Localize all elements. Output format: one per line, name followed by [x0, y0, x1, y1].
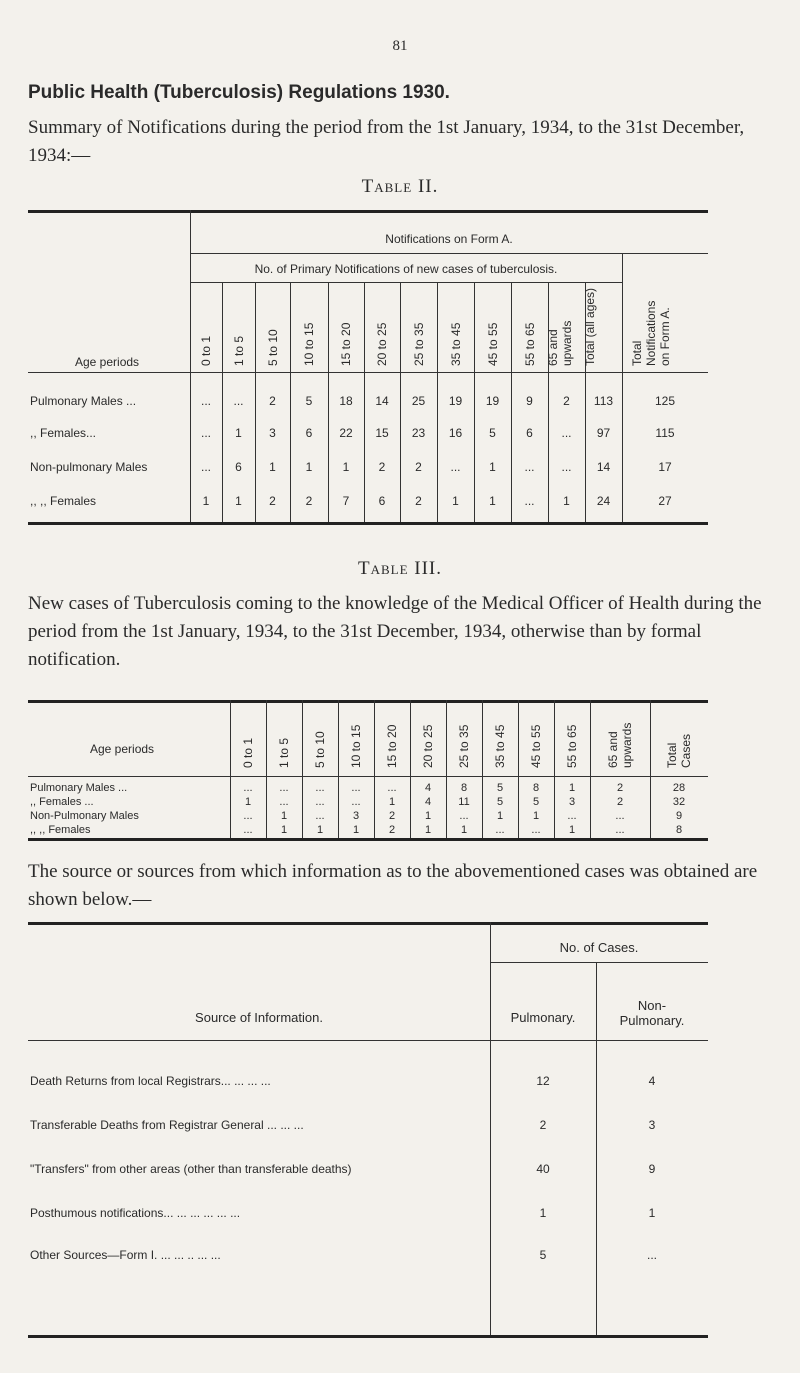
table2-cell: 1 [489, 460, 496, 474]
table3-cell: ... [243, 824, 253, 836]
table2-cell: 9 [526, 394, 533, 408]
table3-header-rule [28, 776, 708, 777]
source-row-label: Transferable Deaths from Registrar General ... ... ... [30, 1118, 304, 1132]
table3-intro: New cases of Tuberculosis coming to the knowledge of the Medical Officer of Health during the period from the 1st January, 1934, to the 31st December, 1934, otherwise than by formal notification. [28, 593, 762, 670]
table2-cell: ... [200, 394, 211, 408]
table2-cell: 1 [202, 494, 210, 508]
table2-cell: 16 [448, 426, 463, 440]
table2-col-header: 25 to 35 [411, 322, 426, 366]
table3-cell: 3 [352, 810, 360, 822]
table2-cell: 25 [411, 394, 426, 408]
table2-col-header: Total Notifications on Form A. [630, 300, 672, 366]
table3-cell: 1 [280, 824, 288, 836]
source-intro: The source or sources from which information as to the abovementioned cases was obtained are shown below.— [28, 861, 758, 910]
table3-cell: 1 [424, 824, 432, 836]
table3-cell: 5 [532, 796, 540, 808]
table3-row-label: ,, ,, Females [30, 824, 91, 836]
table2-cell: 1 [235, 494, 242, 508]
table3-cell: ... [315, 796, 325, 808]
table3-cell: 1 [424, 810, 432, 822]
table3-col-header: 55 to 65 [565, 724, 579, 768]
table3-col-header: 65 and upwards [606, 722, 634, 768]
table2-cell: 24 [596, 494, 611, 508]
table2-cell: ... [524, 460, 535, 474]
table2-cell: ... [561, 460, 572, 474]
table3-col-header: 10 to 15 [349, 724, 363, 768]
table3-row-label: Pulmonary Males ... [30, 782, 128, 794]
table3-row-label: ,, Females ... [30, 796, 94, 808]
table2-col-header: Total (all ages) [582, 287, 597, 366]
table3-cell: 11 [458, 796, 470, 808]
col-non-pulmonary: Non-Pulmonary. [619, 998, 685, 1028]
table3-cell: 2 [388, 824, 396, 836]
table3-cell: 1 [244, 796, 252, 808]
table2-cell: ... [200, 460, 211, 474]
source-pulmonary-cell: 40 [536, 1162, 550, 1176]
table3-cell: ... [243, 782, 253, 794]
table2-caption: Table II. [361, 176, 439, 197]
table3-cell: ... [243, 810, 253, 822]
table3-cell: 1 [388, 796, 396, 808]
cases-header: No. of Cases. [559, 940, 639, 955]
table3-bottom-rule [28, 838, 708, 841]
table2-cell: 2 [563, 394, 570, 408]
table2-cell: 1 [452, 494, 459, 508]
table3-cell: 2 [616, 782, 624, 794]
table2-cell: 5 [305, 394, 313, 408]
table3-cell: 5 [496, 796, 504, 808]
table3-top-rule [28, 700, 708, 703]
table2-cell: ... [561, 426, 572, 440]
table2-cell: 19 [448, 394, 463, 408]
table2-col-header: 15 to 20 [339, 322, 353, 366]
table2-group-header: Notifications on Form A. [385, 232, 513, 246]
source-header-rule [28, 1040, 708, 1041]
table3-caption: Table III. [357, 558, 443, 579]
table3-cell: 1 [316, 824, 324, 836]
source-pulmonary-cell: 2 [539, 1118, 547, 1132]
table2-cell: 19 [485, 394, 500, 408]
table3-cell: 1 [568, 782, 576, 794]
table3-cell: 2 [616, 796, 624, 808]
table3-cell: ... [279, 796, 289, 808]
table3-cell: 1 [532, 810, 540, 822]
table2-cell: 113 [593, 394, 614, 408]
source-header: Source of Information. [195, 1010, 323, 1025]
table2-cell: 2 [415, 494, 422, 508]
table3-cell: 4 [424, 796, 432, 808]
source-non-pulmonary-cell: 4 [648, 1074, 656, 1088]
table3-cell: 9 [675, 810, 683, 822]
table3-cell: ... [387, 782, 397, 794]
table2-row-label: Pulmonary Males ... [30, 394, 137, 408]
table2-cell: 17 [658, 460, 672, 474]
table2-cell: 2 [269, 494, 276, 508]
table3-cell: 8 [460, 782, 468, 794]
table2-cell: 14 [596, 460, 611, 474]
table2-cell: 115 [655, 426, 675, 440]
table2-cell: 3 [269, 426, 276, 440]
table3-cell: ... [279, 782, 289, 794]
table2-cell: 2 [269, 394, 276, 408]
table2-cell: ... [233, 394, 244, 408]
table2-top-rule [28, 210, 708, 213]
page-number: 81 [392, 38, 408, 54]
table2-cell: ... [450, 460, 461, 474]
source-pulmonary-cell: 1 [539, 1206, 547, 1220]
table2-group-rule [190, 253, 708, 254]
table3-cell: ... [531, 824, 541, 836]
table2-header-rule [28, 372, 708, 373]
cases-rule [490, 962, 708, 963]
source-non-pulmonary-cell: 1 [648, 1206, 656, 1220]
table2-row-label: ,, Females... [30, 426, 97, 440]
table3-cell: 8 [532, 782, 540, 794]
table3-cell: 3 [568, 796, 576, 808]
table3-cell: ... [315, 810, 325, 822]
source-divider-2 [596, 962, 597, 1335]
table3-cell: 1 [568, 824, 576, 836]
table2-col-header: 65 and upwards [545, 320, 574, 366]
table2-cell: 14 [375, 394, 389, 408]
table3-cell: 1 [496, 810, 504, 822]
table3-cell: ... [615, 824, 625, 836]
page-heading: Public Health (Tuberculosis) Regulations 1930. [28, 82, 450, 103]
summary-text: Summary of Notifications during the period from the 1st January, 1934, to the 31st December, 1934:— [28, 117, 745, 166]
table3-col-header: 25 to 35 [457, 724, 471, 768]
table2-cell: 7 [342, 494, 350, 508]
table3-cell: 8 [675, 824, 683, 836]
table2-cell: 2 [305, 494, 313, 508]
table3-cell: ... [615, 810, 625, 822]
source-row-label: "Transfers" from other areas (other than transferable deaths) [30, 1162, 352, 1176]
table2-cell: 97 [596, 426, 611, 440]
source-row-label: Death Returns from local Registrars... ... ... ... [30, 1074, 271, 1088]
source-row-label: Posthumous notifications... ... ... ... ... ... [30, 1206, 241, 1220]
table3-cell: 1 [352, 824, 360, 836]
table3-cell: 1 [280, 810, 288, 822]
table3-cell: ... [495, 824, 505, 836]
table2-col-header: 10 to 15 [302, 322, 316, 366]
table2-sub-header: No. of Primary Notifications of new cases of tuberculosis. [254, 262, 558, 276]
table2-cell: 5 [489, 426, 496, 440]
table2-cell: 6 [378, 494, 386, 508]
table3-cell: ... [459, 810, 469, 822]
table2-cell: 125 [654, 394, 676, 408]
table3-col-header: Total Cases [665, 733, 693, 768]
table3-cell: 4 [424, 782, 432, 794]
table2-col-header: 20 to 25 [375, 322, 389, 366]
table3-col-header: 20 to 25 [421, 724, 435, 768]
table2-row-label: Non-pulmonary Males [30, 460, 148, 474]
source-non-pulmonary-cell: 9 [648, 1162, 656, 1176]
table2-age-periods-label: Age periods [75, 355, 140, 369]
table2-cell: 15 [375, 426, 389, 440]
table2-cell: ... [200, 426, 211, 440]
table2-cell: 6 [235, 460, 242, 474]
table3-cell: ... [315, 782, 325, 794]
table2-cell: 22 [339, 426, 353, 440]
table3-cell: 28 [672, 782, 686, 794]
source-row-label: Other Sources—Form I. ... ... .. ... ... [30, 1248, 221, 1262]
source-bottom-rule [28, 1335, 708, 1338]
table2-cell: 2 [378, 460, 386, 474]
table2-col-header: 5 to 10 [265, 329, 280, 366]
source-non-pulmonary-cell: ... [646, 1248, 657, 1262]
table3-col-header: 5 to 10 [313, 731, 327, 768]
table2-cell: 2 [415, 460, 422, 474]
table3-cell: ... [351, 782, 361, 794]
table3-cell: ... [351, 796, 361, 808]
table3-col-header: 0 to 1 [241, 737, 255, 768]
table3-cell: 5 [496, 782, 504, 794]
table2-cell: ... [524, 494, 535, 508]
table2-label-divider [190, 210, 191, 522]
table3-col-header: 45 to 55 [529, 724, 543, 768]
table3-col-header: 15 to 20 [385, 724, 399, 768]
table2-cell: 1 [563, 494, 570, 508]
source-pulmonary-cell: 12 [536, 1074, 550, 1088]
table2-cell: 1 [342, 460, 350, 474]
table2-col-header: 1 to 5 [231, 335, 246, 366]
table2-row-label: ,, ,, Females [30, 494, 97, 508]
table2-cell: 6 [305, 426, 313, 440]
table2-cell: 6 [526, 426, 533, 440]
table2-bottom-rule [28, 522, 708, 525]
table3-age-periods-label: Age periods [90, 742, 155, 756]
table2-cell: 23 [411, 426, 426, 440]
table3-cell: 32 [672, 796, 686, 808]
table2-cell: 1 [269, 460, 276, 474]
table2-cell: 27 [658, 494, 672, 508]
table3-row-label: Non-Pulmonary Males [30, 810, 139, 822]
source-pulmonary-cell: 5 [539, 1248, 547, 1262]
col-pulmonary: Pulmonary. [510, 1010, 576, 1025]
table3-cell: 2 [388, 810, 396, 822]
table2-col-header: 0 to 1 [199, 335, 213, 366]
table2-col-header: 55 to 65 [522, 322, 537, 366]
table3-col-header: 1 to 5 [277, 737, 291, 768]
table2-cell: 1 [235, 426, 242, 440]
table2-cell: 1 [489, 494, 496, 508]
table2-col-header: 35 to 45 [448, 322, 463, 366]
source-non-pulmonary-cell: 3 [648, 1118, 656, 1132]
table2-cell: 18 [339, 394, 353, 408]
table2-col-header: 45 to 55 [485, 322, 500, 366]
table3-col-header: 35 to 45 [493, 724, 507, 768]
table3-cell: 1 [460, 824, 468, 836]
table2-cell: 1 [305, 460, 313, 474]
source-top-rule [28, 922, 708, 925]
table3-cell: ... [567, 810, 577, 822]
